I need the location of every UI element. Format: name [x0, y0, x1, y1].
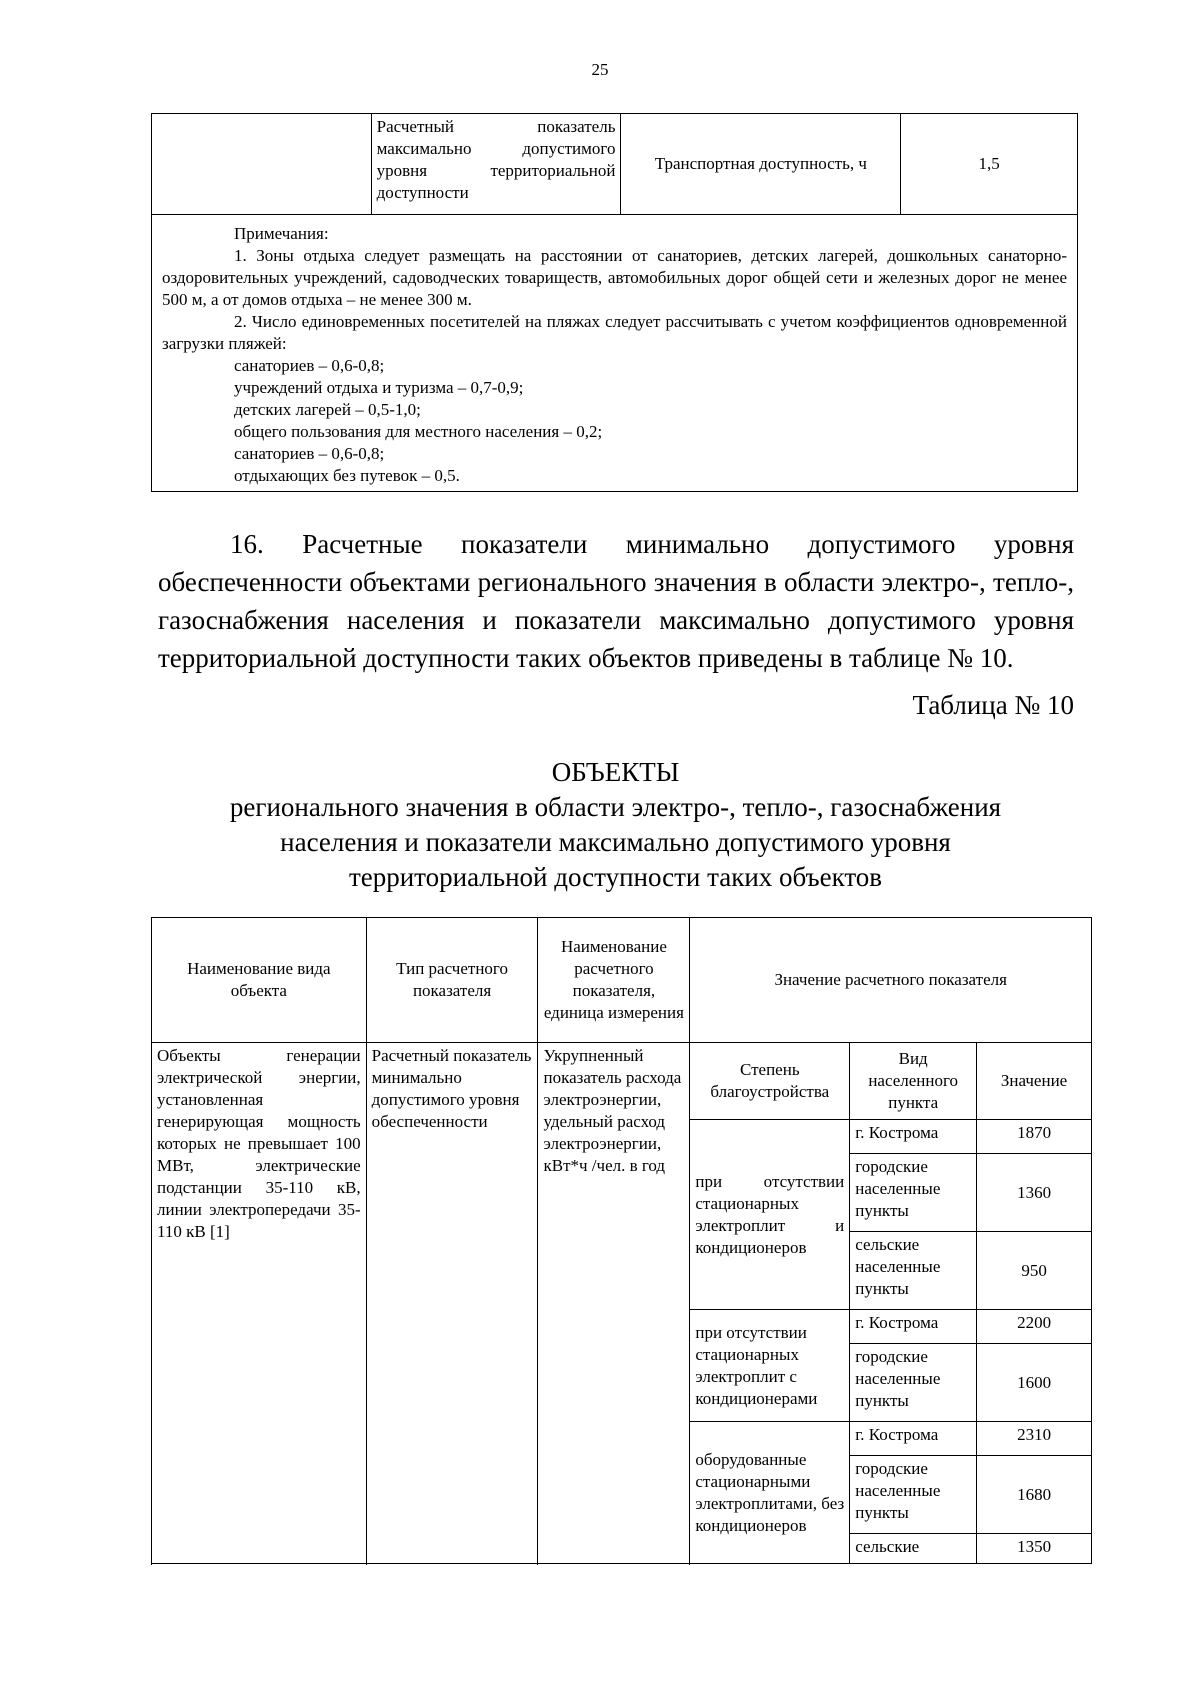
- subheader-value: Значение: [977, 1043, 1092, 1120]
- object-kind-cell: Объекты генерации электрической энергии, установленная генерирующая мощность которых не превышает 100 МВт, электрические подстанции 35-110 кВ, линии электропередачи 35-110 кВ [1]: [152, 1043, 367, 1564]
- value-cell: 950: [977, 1232, 1092, 1310]
- header-indicator-type: Тип расчетного показателя: [366, 918, 538, 1043]
- settlement-cell: городские населенные пункты: [850, 1344, 977, 1422]
- coefficient-item: учреждений отдыха и туризма – 0,7-0,9;: [234, 378, 524, 397]
- improvement-cell: оборудованные стационарными электроплитами, без кондиционеров: [690, 1422, 850, 1564]
- indicator-name-cell: Укрупненный показатель расхода электроэнергии, удельный расход электроэнергии, кВт*ч /чел. в год: [538, 1043, 690, 1564]
- heading-line: регионального значения в области электро-, тепло-, газоснабжения: [229, 792, 1002, 822]
- paragraph-16: 16. Расчетные показатели минимально допустимого уровня обеспеченности объектами регионального значения в области электро-, тепло-, газоснабжения населения и показатели максимально допустимого уровня территориальной доступности таких объектов приведены в таблице № 10.: [158, 529, 1074, 673]
- notes-title: Примечания:: [234, 224, 329, 243]
- continued-table: [151, 113, 1078, 492]
- coefficient-item: санаториев – 0,6-0,8;: [234, 356, 385, 375]
- heading-title: ОБЪЕКТЫ: [551, 757, 680, 787]
- settlement-cell: городские населенные пункты: [850, 1154, 977, 1232]
- heading-line: территориальной доступности таких объектов: [348, 862, 883, 892]
- coefficient-item: детских лагерей – 0,5-1,0;: [234, 400, 421, 419]
- table-label: Таблица № 10: [912, 690, 1074, 720]
- settlement-cell: сельские: [850, 1534, 977, 1564]
- value-cell: 1680: [977, 1456, 1092, 1534]
- value-cell: 1870: [977, 1120, 1092, 1154]
- coefficient-item: санаториев – 0,6-0,8;: [234, 444, 385, 463]
- header-row: [152, 918, 1092, 1043]
- improvement-cell: при отсутствии стационарных электроплит с кондиционерами: [690, 1310, 850, 1422]
- param-name-cell: Транспортная доступность, ч: [621, 114, 901, 215]
- empty-cell: [152, 114, 372, 215]
- settlement-cell: городские населенные пункты: [850, 1456, 977, 1534]
- note-1: 1. Зоны отдыха следует размещать на расстоянии от санаториев, детских лагерей, дошкольных санаторно-оздоровительных учреждений, садоводческих товариществ, автомобильных дорог общей сети и железных дорог не менее 500 м, а от домов отдыха – не менее 300 м.: [162, 246, 1067, 309]
- value-cell: 1600: [977, 1344, 1092, 1422]
- table-10: [151, 917, 1092, 1564]
- value-cell: 2310: [977, 1422, 1092, 1456]
- header-object-kind: Наименование вида объекта: [152, 918, 367, 1043]
- heading-line: населения и показатели максимально допустимого уровня: [280, 827, 951, 857]
- notes-cell: [152, 215, 1078, 492]
- settlement-cell: сельские населенные пункты: [850, 1232, 977, 1310]
- subheader-improvement: Степень благоустройства: [690, 1043, 850, 1120]
- header-indicator-value: Значение расчетного показателя: [690, 918, 1092, 1043]
- coefficient-item: отдыхающих без путевок – 0,5.: [234, 466, 460, 485]
- value-cell: 2200: [977, 1310, 1092, 1344]
- settlement-cell: г. Кострома: [850, 1310, 977, 1344]
- table-row: [152, 1043, 1092, 1120]
- settlement-cell: г. Кострома: [850, 1120, 977, 1154]
- settlement-cell: г. Кострома: [850, 1422, 977, 1456]
- param-value-cell: 1,5: [901, 114, 1078, 215]
- subheader-settlement: Вид населенного пункта: [850, 1043, 977, 1120]
- indicator-type-cell: Расчетный показатель минимально допустимого уровня обеспеченности: [366, 1043, 538, 1564]
- indicator-type-cell: Расчетный показатель максимально допустимого уровня территориальной доступности: [371, 114, 621, 215]
- page-number: 25: [591, 60, 609, 79]
- value-cell: 1350: [977, 1534, 1092, 1564]
- note-2: 2. Число единовременных посетителей на пляжах следует рассчитывать с учетом коэффициентов одновременной загрузки пляжей:: [162, 312, 1067, 353]
- coefficient-item: общего пользования для местного населения – 0,2;: [234, 422, 603, 441]
- header-indicator-name: Наименование расчетного показателя, единица измерения: [538, 918, 690, 1043]
- value-cell: 1360: [977, 1154, 1092, 1232]
- improvement-cell: при отсутствии стационарных электроплит и кондиционеров: [690, 1120, 850, 1310]
